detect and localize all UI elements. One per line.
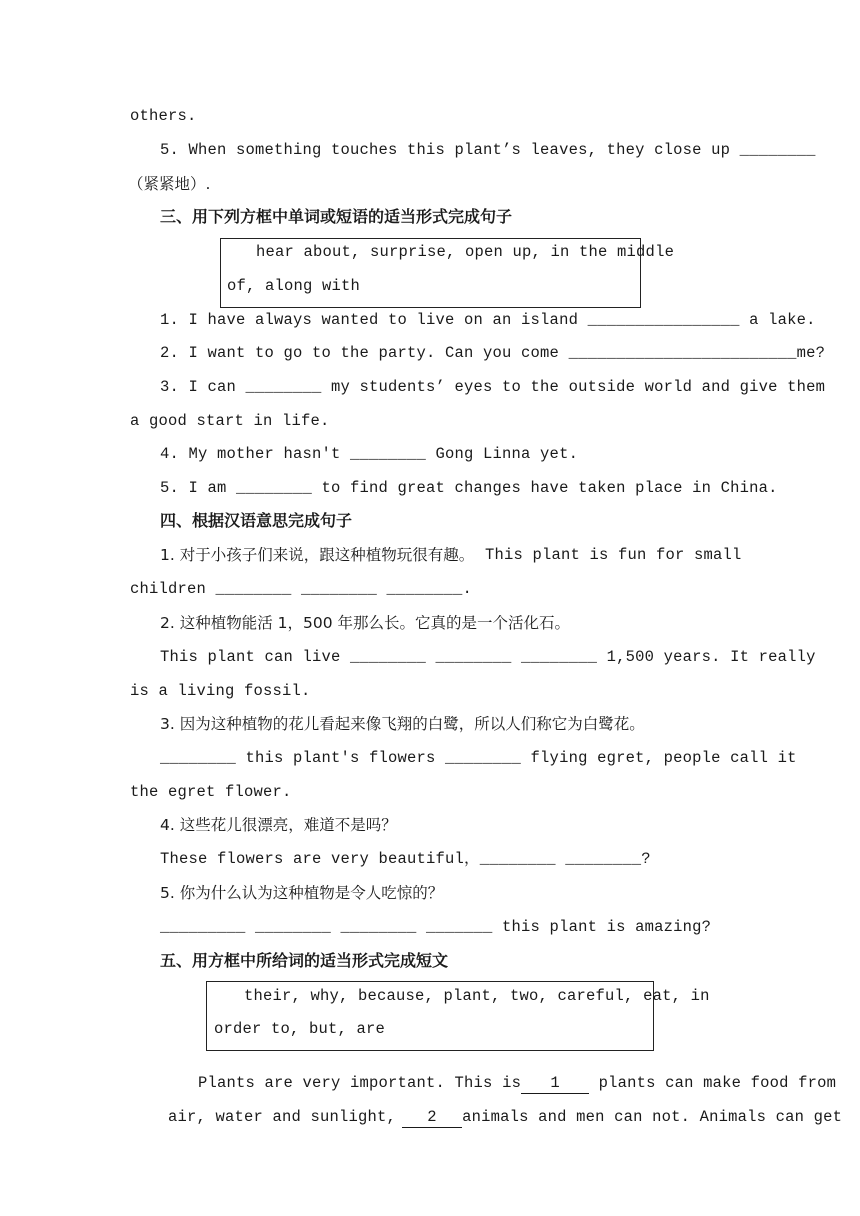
word-box-line: their, why, because, plant, two, careful, eat, in [244,987,710,1005]
exercise-sentence: ________ this plant's flowers ________ flying egret, people call it [160,749,797,767]
exercise-sentence: 3. I can ________ my students’ eyes to the outside world and give them [160,378,826,396]
word-box-1 [220,238,675,308]
section-heading-3: 三、用下列方框中单词或短语的适当形式完成句子 [160,207,513,226]
exercise-sentence: 4. My mother hasn't ________ Gong Linna yet. [160,445,579,463]
chinese-prompt: 2. 这种植物能活 1，500 年那么长。它真的是一个活化石。 [160,614,571,632]
text-line: 5. When something touches this plant’s leaves, they close up ________ [160,141,816,159]
exercise-sentence: children ________ ________ ________. [130,580,473,598]
chinese-prompt: 1. 对于小孩子们来说，跟这种植物玩很有趣。 [160,546,475,564]
exercise-sentence: the egret flower. [130,783,292,801]
text-line: others. [130,107,197,125]
word-box-line: hear about, surprise, open up, in the middle [256,243,675,261]
exercise-sentence: _________ ________ ________ _______ this plant is amazing? [160,918,712,936]
word-box-line: of, along with [227,277,361,295]
text-line: （紧紧地）. [128,175,211,193]
numbered-blank: 1 [521,1074,589,1094]
exercise-sentence: This plant can live ________ ________ ________ 1,500 years. It really [160,648,816,666]
passage-text: Plants are very important. This is [198,1074,522,1092]
exercise-sentence: 5. I am ________ to find great changes have taken place in China. [160,479,778,497]
numbered-blank: 2 [402,1108,462,1128]
passage-text: air, water and sunlight, [168,1108,397,1126]
exercise-sentence: is a living fossil. [130,682,311,700]
chinese-prompt: 4. 这些花儿很漂亮，难道不是吗？ [160,816,397,834]
exercise-sentence: These flowers are very beautiful，________ ________? [160,850,651,868]
section-heading-4: 四、根据汉语意思完成句子 [160,511,353,530]
section-heading-5: 五、用方框中所给词的适当形式完成短文 [160,951,449,970]
word-box-line: order to, but, are [214,1020,386,1038]
exercise-sentence: This plant is fun for small [485,546,742,564]
passage-line [130,1087,842,1148]
passage-text: plants can make food from [589,1074,837,1092]
word-box-2 [206,981,710,1051]
chinese-prompt: 3. 因为这种植物的花儿看起来像飞翔的白鹭，所以人们称它为白鹭花。 [160,715,645,733]
exercise-sentence: a good start in life. [130,412,330,430]
exercise-sentence: 2. I want to go to the party. Can you come ________________________me? [160,344,826,362]
chinese-prompt: 5. 你为什么认为这种植物是令人吃惊的？ [160,884,444,902]
exercise-sentence: 1. I have always wanted to live on an island ________________ a lake. [160,311,816,329]
passage-text: animals and men can not. Animals can get [462,1108,843,1126]
